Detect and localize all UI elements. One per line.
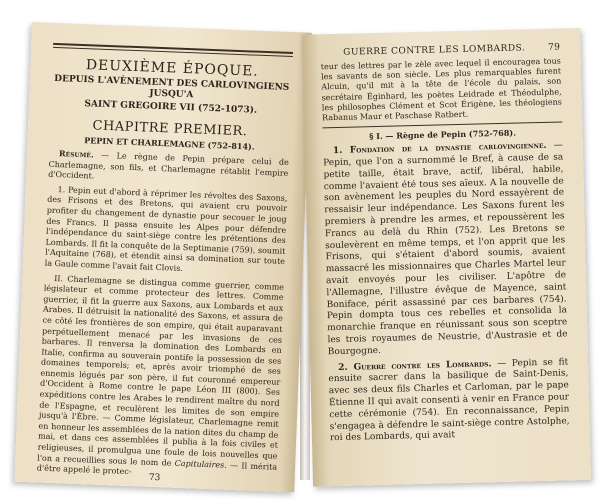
- chapter-subtitle: PEPIN ET CHARLEMAGNE (752-814).: [84, 135, 255, 152]
- left-paragraph-2-text: II. Charlemagne se distingua comme guerrier, comme législateur et comme protecteur des lettres. Comme guerrier, il fit la guerre aux Saxons, aux Lombards et aux Arabes. Il détruisit la nationalité des Saxons, et assura de ce côté les frontières de son empire, qui était auparavant perpétuellement menacé par les invasions de ces barbares. Il renversa la domination des Lombards en Italie, confirma au souverain pontife la possession de ses domaines temporels; et, après avoir triomphé de ses ennemis légués par son père, il fut couronné empereur d'Occident à Rome contre le pape Léon III (800). Ses expéditions contre les Arabes le rendirent maître du nord de l'Espagne, et reculèrent les limites de son empire jusqu'à l'Èbre. — Comme législateur, Charlemagne remit en honneur les assemblées de la nation dites du champ de mai, et dans ces assemblées il publia à la fois civiles et religieuses, il promulgua une foule de lois nouvelles que l'on a recueillies sous le nom de: [37, 273, 285, 468]
- resume-label: Résumé.: [58, 148, 94, 160]
- para-1-label: 1. Fondation de la dynastie carlovingienne.: [332, 141, 547, 157]
- running-head-title: GUERRE CONTRE LES LOMBARDS.: [343, 43, 526, 58]
- left-page-number: 73: [148, 472, 161, 484]
- right-paragraph-2: [328, 357, 570, 445]
- left-paragraph-2: [37, 273, 285, 483]
- right-page-number: 79: [547, 42, 561, 53]
- epoch-subtitle-line-2: SAINT GREGOIRE VII (752-1073).: [84, 99, 258, 116]
- left-paragraph-1: 1. Pepin eut d'abord à réprimer les révoltes des Saxons, des Frisons et des Bretons, qui avaient cru pouvoir profiter du changement de dynastie pour secouer le joug des Francs. Il passa ensuite les Alpes pour défendre l'indépendance du saint-siège contre les prétentions des Lombards. Il fit la conquête de la Septimanie (759), soumit l'Aquitaine (768), et étendit ainsi sa domination sur toute la Gaule comme l'avait fait Clovis.: [44, 184, 288, 273]
- right-page: [302, 28, 591, 487]
- resume-paragraph: [48, 148, 289, 190]
- para-2-text: — Pepin se fit ensuite sacrer dans la basilique de Saint-Denis, avec ses deux fils Charles et Carloman, par le pape Étienne II qui avait consenti à venir en France pour cette cérémonie (754). En reconnaissance, Pepin s'engagea à défendre le saint-siège contre Astolphe, roi des Lombards, qui avait: [328, 356, 570, 444]
- right-paragraph-1: [323, 141, 568, 359]
- chapter-title: CHAPITRE PREMIER.: [92, 118, 248, 140]
- top-double-rule: [53, 43, 293, 57]
- section-title: § I. — Règne de Pepin (752-768).: [369, 127, 517, 142]
- resume-text: — Le règne de Pepin prépare celui de Charlemagne, son fils, et Charlemagne rétablit l'empire d'Occident.: [47, 150, 289, 181]
- running-header: [320, 42, 560, 58]
- right-top-text: teur des lettres par le zèle avec lequel il encouragea tous les savants de son siècle. Les plus remarquables furent Alcuin, qu'il mit à la tête de l'école du palais, son secrétaire Éginhard, les poètes Leidrade et Théodulphe, les philosophes Clément et Scot Érigène, les théologiens Rabanus Maur et Paschase Ratbert.: [320, 56, 562, 123]
- capitulaires-term: Capitulaires.: [174, 458, 227, 470]
- left-paragraph-2-end: — Il mérita d'être appelé le protec-: [36, 460, 278, 477]
- para-1-text: — Pepin, que l'on a surnommé le Bref, à cause de sa petite taille, était brave, actif, libéral, habile, comme l'avaient été tous ses aïeux. A la nouvelle de son avènement les peuples du Nord essayèrent de ressaisir leur indépendance. Les Saxons furent les premiers à prendre les armes, et repoussèrent les Francs au delà du Rhin (752). Les Bretons se soulevèrent en même temps, et l'on apprit que les Frisons, qui s'étaient d'abord soumis, avaient massacré les missionnaires que Charles Martel leur avait envoyés pour les civiliser. L'apôtre de l'Allemagne, l'illustre évêque de Mayence, saint Boniface, périt assassiné par ces barbares (754). Pepin dompta tous ces rebelles et consolida la monarchie franque en réunissant sous son sceptre les trois royaumes de Neustrie, d'Austrasie et de Bourgogne.: [323, 140, 568, 358]
- left-page: [14, 22, 311, 492]
- epoch-subtitle-line-1: DEPUIS L'AVÈNEMENT DES CARLOVINGIENS JUSQU'A: [54, 73, 290, 101]
- para-2-label: 2. Guerre contre les Lombards.: [338, 358, 492, 373]
- epoch-title: DEUXIÈME ÉPOQUE.: [85, 57, 260, 80]
